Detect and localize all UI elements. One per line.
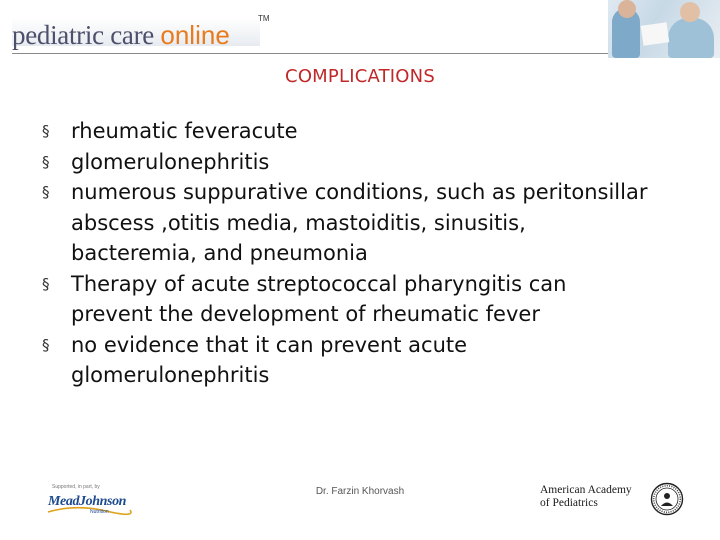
bullet-item	[42, 177, 652, 269]
bullet-item	[42, 330, 652, 391]
sponsor-name: MeadJohnson	[48, 494, 127, 509]
bullet-item	[42, 147, 652, 178]
bullet-text: numerous suppurative conditions, such as peritonsillar abscess ,otitis media, mastoiditis, sinusitis, bacteremia, and pneumonia	[71, 180, 648, 265]
bullet-text: Therapy of acute streptococcal pharyngitis can prevent the development of rheumatic fever	[71, 271, 567, 326]
sponsor-sub: Nutrition	[90, 509, 109, 515]
bullet-marker-icon: §	[42, 335, 50, 354]
bullet-item	[42, 116, 652, 147]
bullet-marker-icon: §	[42, 122, 50, 140]
trademark-mark: TM	[258, 14, 270, 23]
author-credit: Dr. Farzin Khorvash	[315, 486, 405, 497]
header-divider	[12, 53, 608, 54]
brand-accent-text: online	[160, 20, 230, 50]
brand-logo	[12, 14, 230, 48]
bullet-marker-icon: §	[42, 274, 50, 293]
brand-wordmark	[12, 20, 230, 50]
sponsor-line: Supported, in part, by	[52, 484, 100, 490]
bullet-marker-icon: §	[42, 183, 50, 201]
bullet-text: rheumatic feveracute	[71, 119, 298, 143]
bullet-list	[42, 116, 652, 391]
bullet-text: glomerulonephritis	[71, 149, 270, 174]
bullet-text: no evidence that it can prevent acute glomerulonephritis	[71, 332, 468, 387]
aap-line2: of Pediatrics	[540, 497, 598, 509]
header-photo	[608, 0, 720, 58]
aap-logo	[538, 480, 686, 518]
brand-main-text: pediatric care	[12, 20, 161, 50]
swoosh-icon	[46, 506, 132, 516]
bullet-item	[42, 269, 652, 330]
aap-line1: American Academy	[540, 484, 632, 496]
bullet-marker-icon: §	[42, 152, 50, 171]
aap-wordmark	[540, 484, 650, 510]
slide-title: COMPLICATIONS	[285, 66, 435, 87]
aap-seal-icon	[650, 482, 684, 516]
